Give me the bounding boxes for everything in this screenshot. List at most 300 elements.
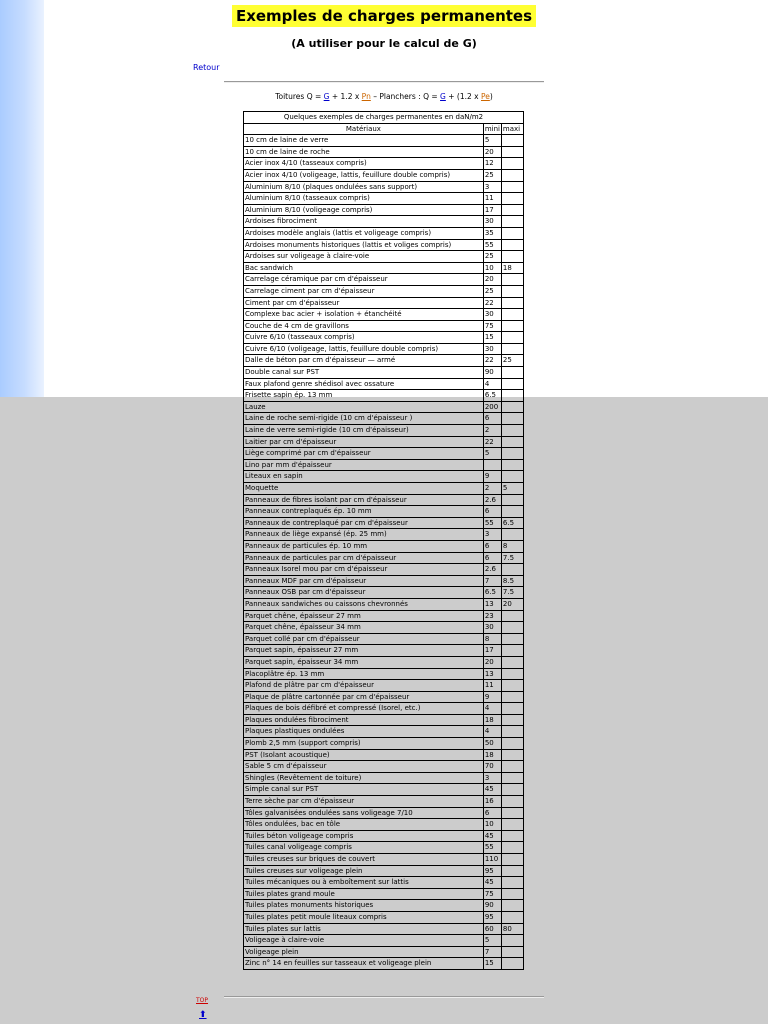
maxi-cell [501, 135, 523, 147]
table-row [244, 749, 524, 761]
maxi-cell [501, 204, 523, 216]
mini-cell: 55 [483, 517, 501, 529]
table-row [244, 227, 524, 239]
maxi-cell [501, 425, 523, 437]
formula-text-roofs: Toitures Q = [275, 92, 324, 101]
maxi-cell [501, 877, 523, 889]
maxi-cell [501, 459, 523, 471]
maxi-cell [501, 888, 523, 900]
material-cell: Ardoises sur voligeage à claire-voie [244, 251, 484, 263]
material-cell: Liteaux en sapin [244, 471, 484, 483]
table-row [244, 529, 524, 541]
material-cell: Tuiles creuses sur briques de couvert [244, 854, 484, 866]
material-cell: Parquet chêne, épaisseur 34 mm [244, 622, 484, 634]
mini-cell: 22 [483, 297, 501, 309]
material-cell: Voligeage à claire-voie [244, 935, 484, 947]
material-cell: Panneaux contreplaqués ép. 10 mm [244, 506, 484, 518]
material-cell: Lauze [244, 401, 484, 413]
table-row [244, 680, 524, 692]
table-row [244, 193, 524, 205]
mini-cell: 10 [483, 262, 501, 274]
table-row [244, 645, 524, 657]
material-cell: Bac sandwich [244, 262, 484, 274]
table-row [244, 483, 524, 495]
mini-cell: 3 [483, 181, 501, 193]
top-link[interactable]: TOP [196, 997, 209, 1004]
material-cell: Tôles ondulées, bac en tôle [244, 819, 484, 831]
loads-table [243, 111, 524, 970]
mini-cell: 35 [483, 227, 501, 239]
mini-cell: 5 [483, 448, 501, 460]
material-cell: Panneaux MDF par cm d'épaisseur [244, 575, 484, 587]
maxi-cell [501, 958, 523, 970]
mini-cell: 45 [483, 830, 501, 842]
table-row [244, 877, 524, 889]
material-cell: Plaque de plâtre cartonnée par cm d'épaisseur [244, 691, 484, 703]
maxi-cell [501, 390, 523, 402]
maxi-cell: 7.5 [501, 552, 523, 564]
material-cell: Placoplâtre ép. 13 mm [244, 668, 484, 680]
table-row [244, 471, 524, 483]
table-row [244, 436, 524, 448]
table-row [244, 842, 524, 854]
maxi-cell [501, 656, 523, 668]
mini-cell: 4 [483, 378, 501, 390]
mini-cell: 22 [483, 436, 501, 448]
mini-cell: 7 [483, 575, 501, 587]
maxi-cell [501, 193, 523, 205]
mini-cell: 75 [483, 888, 501, 900]
material-cell: Ardoises monuments historiques (lattis et voliges compris) [244, 239, 484, 251]
material-cell: Tuiles béton voligeage compris [244, 830, 484, 842]
mini-cell: 45 [483, 877, 501, 889]
mini-cell: 60 [483, 923, 501, 935]
maxi-cell [501, 158, 523, 170]
maxi-cell [501, 274, 523, 286]
table-row [244, 332, 524, 344]
mini-cell: 12 [483, 158, 501, 170]
back-link[interactable]: Retour [193, 63, 220, 72]
material-cell: Plaques de bois défibré et compressé (Isorel, etc.) [244, 703, 484, 715]
table-row [244, 355, 524, 367]
material-cell: Panneaux OSB par cm d'épaisseur [244, 587, 484, 599]
table-row [244, 784, 524, 796]
table-row [244, 413, 524, 425]
table-row [244, 158, 524, 170]
mini-cell: 23 [483, 610, 501, 622]
formula-text-coef: + 1.2 x [329, 92, 362, 101]
formula-g-link[interactable]: G [323, 92, 330, 101]
material-cell: Aluminium 8/10 (tasseaux compris) [244, 193, 484, 205]
mini-cell: 30 [483, 216, 501, 228]
material-cell: Acier inox 4/10 (voligeage, lattis, feuillure double compris) [244, 169, 484, 181]
maxi-cell [501, 900, 523, 912]
maxi-cell [501, 285, 523, 297]
maxi-cell [501, 297, 523, 309]
mini-cell: 22 [483, 355, 501, 367]
material-cell: Acier inox 4/10 (tasseaux compris) [244, 158, 484, 170]
mini-cell: 2.6 [483, 564, 501, 576]
maxi-cell [501, 935, 523, 947]
material-cell: Complexe bac acier + isolation + étanchéité [244, 309, 484, 321]
maxi-cell [501, 471, 523, 483]
maxi-cell [501, 239, 523, 251]
material-cell: Plomb 2,5 mm (support compris) [244, 738, 484, 750]
mini-cell: 90 [483, 367, 501, 379]
material-cell: Tuiles plates grand moule [244, 888, 484, 900]
table-row [244, 622, 524, 634]
table-row [244, 262, 524, 274]
formula-pn-link[interactable]: Pn [361, 92, 371, 101]
table-row [244, 506, 524, 518]
table-row [244, 425, 524, 437]
maxi-cell [501, 309, 523, 321]
mini-cell: 70 [483, 761, 501, 773]
maxi-cell [501, 413, 523, 425]
maxi-cell [501, 691, 523, 703]
table-row [244, 459, 524, 471]
material-cell: Laine de roche semi-rigide (10 cm d'épaisseur ) [244, 413, 484, 425]
material-cell: Lino par mm d'épaisseur [244, 459, 484, 471]
maxi-cell: 7.5 [501, 587, 523, 599]
material-cell: Zinc n° 14 en feuilles sur tasseaux et voligeage plein [244, 958, 484, 970]
table-row [244, 401, 524, 413]
material-cell: Liège comprimé par cm d'épaisseur [244, 448, 484, 460]
table-row [244, 738, 524, 750]
table-row [244, 448, 524, 460]
table-row [244, 540, 524, 552]
table-row [244, 888, 524, 900]
maxi-cell [501, 343, 523, 355]
maxi-cell [501, 448, 523, 460]
table-row [244, 517, 524, 529]
material-cell: Tôles galvanisées ondulées sans voligeage 7/10 [244, 807, 484, 819]
table-body [244, 135, 524, 970]
maxi-cell [501, 911, 523, 923]
maxi-cell [501, 714, 523, 726]
table-row [244, 564, 524, 576]
table-row [244, 726, 524, 738]
material-cell: Tuiles plates sur lattis [244, 923, 484, 935]
table-row [244, 772, 524, 784]
mini-cell: 15 [483, 332, 501, 344]
maxi-cell [501, 761, 523, 773]
table-row [244, 668, 524, 680]
mini-cell: 50 [483, 738, 501, 750]
maxi-cell [501, 529, 523, 541]
table-row [244, 807, 524, 819]
mini-cell: 30 [483, 622, 501, 634]
mini-cell: 6 [483, 540, 501, 552]
column-header-materials: Matériaux [244, 123, 484, 135]
maxi-cell: 80 [501, 923, 523, 935]
material-cell: Frisette sapin ép. 13 mm [244, 390, 484, 402]
material-cell: Aluminium 8/10 (plaques ondulées sans support) [244, 181, 484, 193]
material-cell: Tuiles creuses sur voligeage plein [244, 865, 484, 877]
table-header-row [244, 123, 524, 135]
mini-cell: 17 [483, 204, 501, 216]
mini-cell: 4 [483, 703, 501, 715]
mini-cell: 2 [483, 425, 501, 437]
maxi-cell [501, 332, 523, 344]
table-row [244, 900, 524, 912]
mini-cell: 6 [483, 807, 501, 819]
maxi-cell [501, 564, 523, 576]
material-cell: Aluminium 8/10 (voligeage compris) [244, 204, 484, 216]
table-row [244, 135, 524, 147]
page-title-container [0, 5, 768, 27]
mini-cell: 17 [483, 645, 501, 657]
material-cell: Terre sèche par cm d'épaisseur [244, 796, 484, 808]
material-cell: Carrelage céramique par cm d'épaisseur [244, 274, 484, 286]
mini-cell: 20 [483, 656, 501, 668]
formula-text-paren: + (1.2 x [445, 92, 481, 101]
maxi-cell [501, 633, 523, 645]
column-header-maxi: maxi [501, 123, 523, 135]
mini-cell: 55 [483, 842, 501, 854]
material-cell: Ardoises modèle anglais (lattis et voligeage compris) [244, 227, 484, 239]
mini-cell: 75 [483, 320, 501, 332]
maxi-cell [501, 494, 523, 506]
maxi-cell [501, 784, 523, 796]
formula-line [0, 92, 768, 101]
maxi-cell [501, 668, 523, 680]
mini-cell: 7 [483, 946, 501, 958]
material-cell: Parquet sapin, épaisseur 34 mm [244, 656, 484, 668]
material-cell: Panneaux de particules par cm d'épaisseur [244, 552, 484, 564]
table-row [244, 239, 524, 251]
mini-cell: 11 [483, 193, 501, 205]
column-header-mini: mini [483, 123, 501, 135]
maxi-cell: 8 [501, 540, 523, 552]
page-title: Exemples de charges permanentes [232, 5, 536, 27]
maxi-cell [501, 726, 523, 738]
mini-cell: 6 [483, 413, 501, 425]
table-caption-row [244, 112, 524, 124]
table-row [244, 320, 524, 332]
material-cell: Parquet chêne, épaisseur 27 mm [244, 610, 484, 622]
mini-cell: 9 [483, 691, 501, 703]
maxi-cell [501, 680, 523, 692]
mini-cell: 15 [483, 958, 501, 970]
table-row [244, 714, 524, 726]
maxi-cell [501, 227, 523, 239]
table-row [244, 923, 524, 935]
material-cell: Plaques plastiques ondulées [244, 726, 484, 738]
mini-cell: 200 [483, 401, 501, 413]
maxi-cell [501, 807, 523, 819]
mini-cell: 13 [483, 598, 501, 610]
mini-cell: 8 [483, 633, 501, 645]
material-cell: Parquet sapin, épaisseur 27 mm [244, 645, 484, 657]
mini-cell: 3 [483, 772, 501, 784]
material-cell: Simple canal sur PST [244, 784, 484, 796]
maxi-cell: 20 [501, 598, 523, 610]
mini-cell: 2 [483, 483, 501, 495]
table-row [244, 251, 524, 263]
mini-cell: 45 [483, 784, 501, 796]
formula-text-floors: – Planchers : Q = [370, 92, 441, 101]
mini-cell: 6 [483, 552, 501, 564]
mini-cell: 110 [483, 854, 501, 866]
maxi-cell [501, 146, 523, 158]
material-cell: Cuivre 6/10 (tasseaux compris) [244, 332, 484, 344]
table-row [244, 146, 524, 158]
table-row [244, 343, 524, 355]
mini-cell: 6 [483, 506, 501, 518]
top-divider [224, 81, 544, 83]
maxi-cell [501, 749, 523, 761]
mini-cell: 90 [483, 900, 501, 912]
table-row [244, 575, 524, 587]
material-cell: Faux plafond genre shédisol avec ossature [244, 378, 484, 390]
material-cell: 10 cm de laine de roche [244, 146, 484, 158]
material-cell: Dalle de béton par cm d'épaisseur — armé [244, 355, 484, 367]
table-row [244, 378, 524, 390]
mini-cell: 18 [483, 714, 501, 726]
table-row [244, 946, 524, 958]
table-row [244, 633, 524, 645]
maxi-cell [501, 854, 523, 866]
material-cell: Ciment par cm d'épaisseur [244, 297, 484, 309]
mini-cell: 11 [483, 680, 501, 692]
table-row [244, 587, 524, 599]
mini-cell: 30 [483, 343, 501, 355]
material-cell: Ardoises fibrociment [244, 216, 484, 228]
table-row [244, 204, 524, 216]
mini-cell: 25 [483, 285, 501, 297]
material-cell: Tuiles plates petit moule liteaux compris [244, 911, 484, 923]
maxi-cell: 6.5 [501, 517, 523, 529]
maxi-cell [501, 645, 523, 657]
table-row [244, 390, 524, 402]
material-cell: Double canal sur PST [244, 367, 484, 379]
table-row [244, 865, 524, 877]
table-row [244, 274, 524, 286]
table-row [244, 935, 524, 947]
table-row [244, 958, 524, 970]
material-cell: Plaques ondulées fibrociment [244, 714, 484, 726]
maxi-cell: 5 [501, 483, 523, 495]
mini-cell: 2.6 [483, 494, 501, 506]
mini-cell: 20 [483, 274, 501, 286]
mini-cell [483, 459, 501, 471]
mini-cell: 25 [483, 169, 501, 181]
mini-cell: 4 [483, 726, 501, 738]
maxi-cell [501, 946, 523, 958]
material-cell: Tuiles plates monuments historiques [244, 900, 484, 912]
maxi-cell: 8.5 [501, 575, 523, 587]
table-row [244, 610, 524, 622]
mini-cell: 18 [483, 749, 501, 761]
mini-cell: 3 [483, 529, 501, 541]
table-caption: Quelques exemples de charges permanentes en daN/m2 [244, 112, 524, 124]
maxi-cell: 25 [501, 355, 523, 367]
mini-cell: 25 [483, 251, 501, 263]
maxi-cell [501, 796, 523, 808]
mini-cell: 55 [483, 239, 501, 251]
mini-cell: 16 [483, 796, 501, 808]
table-row [244, 285, 524, 297]
mini-cell: 5 [483, 135, 501, 147]
maxi-cell: 18 [501, 262, 523, 274]
maxi-cell [501, 378, 523, 390]
maxi-cell [501, 819, 523, 831]
material-cell: Couche de 4 cm de gravillons [244, 320, 484, 332]
maxi-cell [501, 703, 523, 715]
table-row [244, 552, 524, 564]
maxi-cell [501, 216, 523, 228]
mini-cell: 6.5 [483, 587, 501, 599]
table-row [244, 656, 524, 668]
maxi-cell [501, 251, 523, 263]
material-cell: Laitier par cm d'épaisseur [244, 436, 484, 448]
material-cell: Voligeage plein [244, 946, 484, 958]
material-cell: Tuiles mécaniques ou à emboîtement sur lattis [244, 877, 484, 889]
maxi-cell [501, 842, 523, 854]
table-row [244, 216, 524, 228]
mini-cell: 6.5 [483, 390, 501, 402]
material-cell: Carrelage ciment par cm d'épaisseur [244, 285, 484, 297]
maxi-cell [501, 320, 523, 332]
maxi-cell [501, 610, 523, 622]
material-cell: PST (Isolant acoustique) [244, 749, 484, 761]
maxi-cell [501, 772, 523, 784]
material-cell: Shingles (Revêtement de toiture) [244, 772, 484, 784]
up-arrow-icon[interactable]: ⬆ [199, 1010, 207, 1020]
material-cell: Panneaux de particules ép. 10 mm [244, 540, 484, 552]
table-row [244, 796, 524, 808]
mini-cell: 95 [483, 911, 501, 923]
maxi-cell [501, 436, 523, 448]
material-cell: 10 cm de laine de verre [244, 135, 484, 147]
material-cell: Sable 5 cm d'épaisseur [244, 761, 484, 773]
maxi-cell [501, 181, 523, 193]
table-row [244, 367, 524, 379]
table-row [244, 819, 524, 831]
formula-g-link-2[interactable]: G [440, 92, 446, 101]
material-cell: Plafond de plâtre par cm d'épaisseur [244, 680, 484, 692]
material-cell: Panneaux de contreplaqué par cm d'épaisseur [244, 517, 484, 529]
mini-cell: 95 [483, 865, 501, 877]
maxi-cell [501, 506, 523, 518]
table-row [244, 181, 524, 193]
material-cell: Panneaux sandwiches ou caissons chevronnés [244, 598, 484, 610]
material-cell: Panneaux de fibres isolant par cm d'épaisseur [244, 494, 484, 506]
material-cell: Laine de verre semi-rigide (10 cm d'épaisseur) [244, 425, 484, 437]
table-row [244, 911, 524, 923]
material-cell: Moquette [244, 483, 484, 495]
maxi-cell [501, 738, 523, 750]
formula-text-close: ) [489, 92, 493, 101]
mini-cell: 20 [483, 146, 501, 158]
mini-cell: 30 [483, 309, 501, 321]
maxi-cell [501, 830, 523, 842]
table-row [244, 309, 524, 321]
table-row [244, 854, 524, 866]
formula-pe-link[interactable]: Pe [480, 92, 490, 101]
table-row [244, 691, 524, 703]
mini-cell: 10 [483, 819, 501, 831]
maxi-cell [501, 401, 523, 413]
maxi-cell [501, 865, 523, 877]
material-cell: Panneaux de liège expansé (ép. 25 mm) [244, 529, 484, 541]
table-row [244, 830, 524, 842]
page-subtitle: (A utiliser pour le calcul de G) [291, 37, 477, 50]
material-cell: Tuiles canal voligeage compris [244, 842, 484, 854]
material-cell: Parquet collé par cm d'épaisseur [244, 633, 484, 645]
table-row [244, 598, 524, 610]
